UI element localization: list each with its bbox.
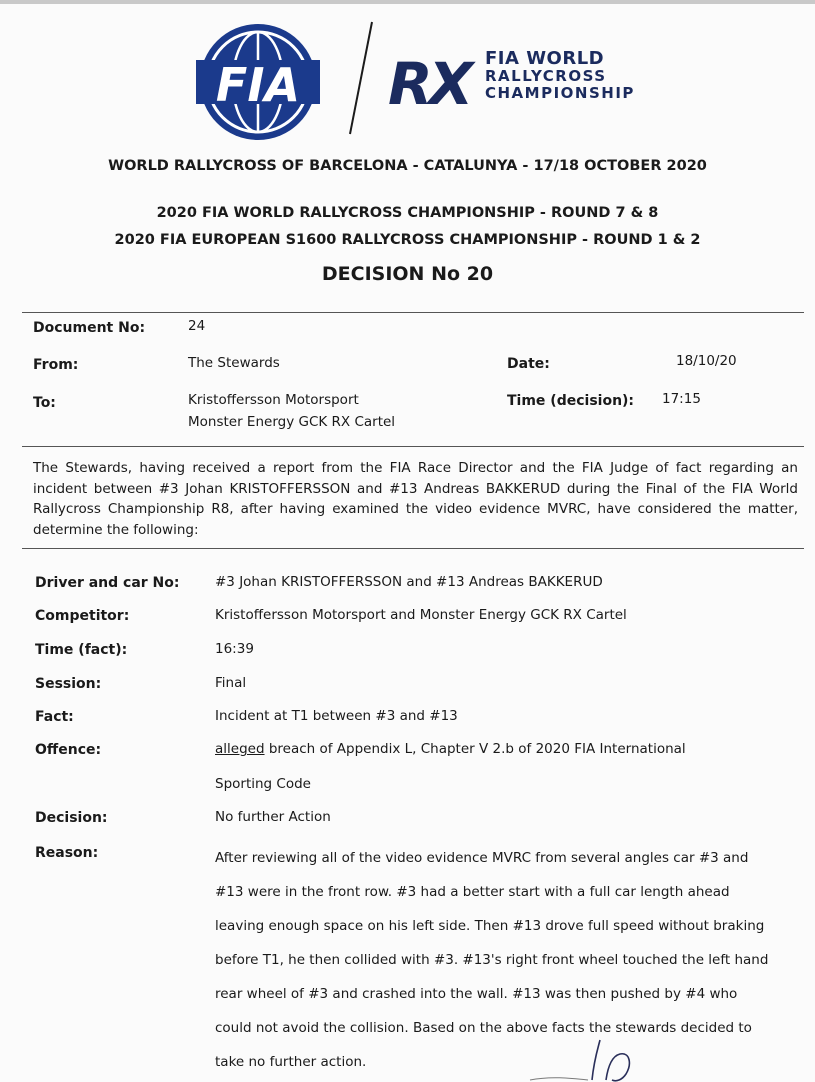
time-decision-label: Time (decision):: [507, 393, 635, 409]
to-label: To:: [33, 395, 56, 411]
from-value: The Stewards: [188, 355, 280, 371]
decision-label: Decision:: [35, 810, 108, 826]
competitor-label: Competitor:: [35, 608, 130, 624]
time-fact-value: 16:39: [215, 641, 254, 657]
session-label: Session:: [35, 676, 102, 692]
reason-text: After reviewing all of the video evidence MVRC from several angles car #3 and #13 were in the front row. #3 had a better start with a full car length ahead leaving enough space on his left side. Then #13 drove full speed without braking before T1, he then collided with #3. #13's right front wheel touched the left hand rear wheel of #3 and crashed into the wall. #13 was then pushed by #4 who could not avoid the collision. Based on the above facts the stewards decided to take no further action.: [215, 850, 769, 1070]
time-decision-value: 17:15: [662, 391, 701, 407]
offence-alleged: alleged: [215, 741, 265, 757]
rx-logo-text: RX: [388, 50, 470, 118]
fia-logo: [196, 24, 320, 140]
to-value-line2: Monster Energy GCK RX Cartel: [188, 414, 396, 430]
decision-value: No further Action: [215, 809, 331, 825]
decision-title: DECISION No 20: [321, 263, 494, 285]
session-value: Final: [215, 675, 247, 691]
offence-label: Offence:: [35, 742, 102, 758]
championship-title-2: 2020 FIA EUROPEAN S1600 RALLYCROSS CHAMPIONSHIP - ROUND 1 & 2: [114, 232, 701, 248]
offence-value: [215, 741, 686, 757]
fia-logo-text: FIA: [215, 58, 301, 112]
divider-middle: [22, 446, 804, 447]
date-value: 18/10/20: [676, 353, 737, 369]
date-label: Date:: [507, 356, 550, 372]
from-label: From:: [33, 357, 79, 373]
document-no-value: 24: [188, 318, 206, 334]
divider-bottom: [22, 548, 804, 549]
to-value-line1: Kristoffersson Motorsport: [188, 392, 359, 408]
rx-title-line3: CHAMPIONSHIP: [485, 84, 635, 102]
driver-value: #3 Johan KRISTOFFERSSON and #13 Andreas BAKKERUD: [215, 574, 603, 590]
fact-value: Incident at T1 between #3 and #13: [215, 708, 458, 724]
rx-logo: [388, 50, 477, 118]
logo-divider: [350, 22, 372, 134]
document-no-label: Document No:: [33, 320, 146, 336]
signature: [520, 1030, 700, 1082]
driver-label: Driver and car No:: [35, 575, 180, 591]
divider-top: [22, 312, 804, 313]
offence-value-line2: Sporting Code: [215, 776, 311, 792]
championship-title-1: 2020 FIA WORLD RALLYCROSS CHAMPIONSHIP - ROUND 7 & 8: [156, 205, 659, 221]
header-logos: [0, 0, 815, 150]
offence-text: breach of Appendix L, Chapter V 2.b of 2020 FIA International: [264, 741, 686, 757]
rx-title-line2: RALLYCROSS: [485, 67, 607, 85]
event-title: WORLD RALLYCROSS OF BARCELONA - CATALUNYA - 17/18 OCTOBER 2020: [108, 158, 707, 174]
reason-label: Reason:: [35, 845, 99, 861]
fact-label: Fact:: [35, 709, 74, 725]
rx-title: [485, 50, 635, 102]
time-fact-label: Time (fact):: [35, 642, 128, 658]
rx-title-line1: FIA WORLD: [485, 48, 605, 69]
competitor-value: Kristoffersson Motorsport and Monster Energy GCK RX Cartel: [215, 607, 627, 623]
intro-paragraph: The Stewards, having received a report from the FIA Race Director and the FIA Judge of fact regarding an incident between #3 Johan KRISTOFFERSSON and #13 Andreas BAKKERUD during the Final of the FIA World Rallycross Championship R8, after having examined the video evidence MVRC, have considered the matter, determine the following:: [33, 460, 798, 538]
